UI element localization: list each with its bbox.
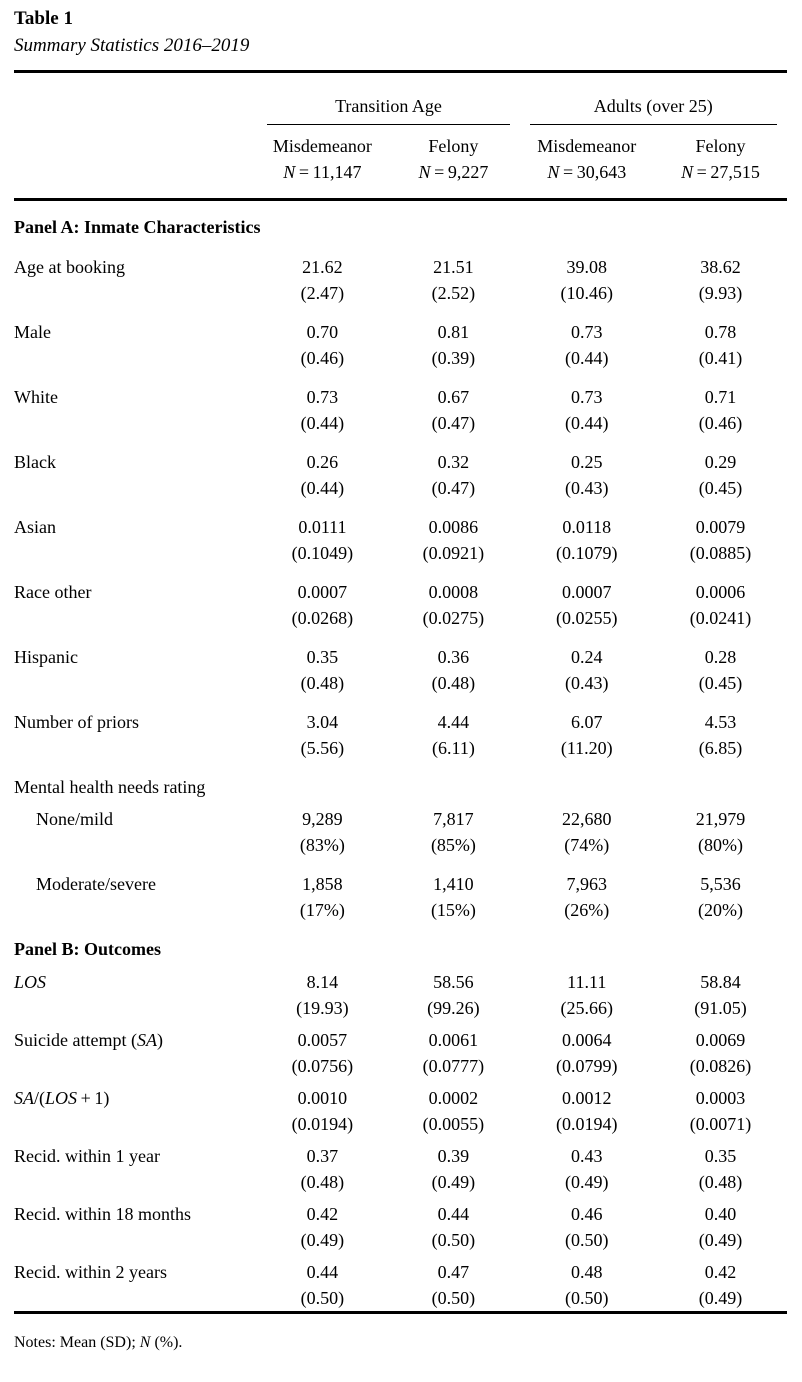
column-header-felony-adult: Felony N = 27,515 bbox=[681, 136, 760, 182]
sd-value: (0.0055) bbox=[422, 1114, 485, 1134]
table-row-sd bbox=[14, 670, 787, 696]
mean-value: 0.0057 bbox=[297, 1030, 348, 1050]
sd-value: (2.47) bbox=[300, 283, 345, 303]
percent-value: (85%) bbox=[430, 835, 476, 855]
table-row-sd bbox=[14, 1053, 787, 1079]
mean-value: 0.70 bbox=[306, 322, 339, 342]
mean-value: 4.53 bbox=[704, 712, 737, 732]
mean-value: 0.0003 bbox=[695, 1088, 746, 1108]
row-label: Recid. within 1 year bbox=[14, 1146, 160, 1166]
table-row-sd bbox=[14, 1169, 787, 1195]
mean-value: 0.0061 bbox=[428, 1030, 479, 1050]
table-row bbox=[14, 436, 787, 475]
sd-value: (0.50) bbox=[431, 1288, 476, 1308]
panel-a-header bbox=[14, 201, 787, 241]
count-value: 1,858 bbox=[302, 874, 343, 894]
sd-value: (0.49) bbox=[300, 1230, 345, 1250]
mean-value: 0.44 bbox=[437, 1204, 470, 1224]
sd-value: (2.52) bbox=[431, 283, 476, 303]
sd-value: (0.1049) bbox=[291, 543, 354, 563]
mean-value: 0.42 bbox=[704, 1262, 737, 1282]
sd-value: (0.48) bbox=[300, 1172, 345, 1192]
table-row bbox=[14, 1253, 787, 1285]
sd-value: (0.0241) bbox=[689, 608, 752, 628]
table-row-sd bbox=[14, 1285, 787, 1311]
row-label: Hispanic bbox=[14, 647, 78, 667]
column-header-misdemeanor-ta: Misdemeanor N = 11,147 bbox=[272, 136, 372, 182]
count-value: 1,410 bbox=[433, 874, 474, 894]
sd-value: (9.93) bbox=[698, 283, 743, 303]
mean-value: 4.44 bbox=[437, 712, 470, 732]
sd-value: (0.49) bbox=[698, 1230, 743, 1250]
percent-value: (83%) bbox=[299, 835, 345, 855]
sd-value: (0.47) bbox=[431, 478, 476, 498]
sd-value: (6.85) bbox=[698, 738, 743, 758]
table-row bbox=[14, 963, 787, 995]
sd-value: (0.39) bbox=[431, 348, 476, 368]
mean-value: 0.47 bbox=[437, 1262, 470, 1282]
sd-value: (0.50) bbox=[431, 1230, 476, 1250]
table-notes: Notes: Mean (SD); N (%). bbox=[14, 1334, 183, 1351]
sd-value: (0.0756) bbox=[291, 1056, 354, 1076]
count-value: 21,979 bbox=[695, 809, 746, 829]
sd-value: (0.0268) bbox=[291, 608, 354, 628]
sd-value: (0.0799) bbox=[556, 1056, 618, 1076]
mean-value: 0.0111 bbox=[298, 517, 347, 537]
empty-cell bbox=[14, 73, 257, 125]
sd-value: (0.0275) bbox=[422, 608, 485, 628]
mean-value: 0.0007 bbox=[562, 582, 612, 602]
sd-value: (0.44) bbox=[300, 413, 345, 433]
mean-value: 0.0010 bbox=[297, 1088, 348, 1108]
row-label: Mental health needs rating bbox=[14, 777, 206, 797]
sd-value: (0.48) bbox=[698, 1172, 743, 1192]
sd-value: (0.50) bbox=[565, 1288, 609, 1308]
mean-value: 38.62 bbox=[700, 257, 741, 277]
table-row bbox=[14, 1195, 787, 1227]
sd-value: (0.46) bbox=[698, 413, 743, 433]
mean-value: 0.44 bbox=[306, 1262, 339, 1282]
mean-value: 0.78 bbox=[704, 322, 737, 342]
mean-value: 0.67 bbox=[437, 387, 470, 407]
table-row-sd bbox=[14, 995, 787, 1021]
sd-value: (0.48) bbox=[300, 673, 345, 693]
mean-value: 21.51 bbox=[433, 257, 474, 277]
mean-value: 0.0006 bbox=[695, 582, 746, 602]
sd-value: (0.0194) bbox=[291, 1114, 354, 1134]
table-row bbox=[14, 371, 787, 410]
row-label: White bbox=[14, 387, 58, 407]
sd-value: (5.56) bbox=[300, 738, 345, 758]
row-label: Race other bbox=[14, 582, 92, 602]
table-row bbox=[14, 306, 787, 345]
mean-value: 0.39 bbox=[437, 1146, 470, 1166]
summary-table-body bbox=[14, 201, 787, 1311]
table-row bbox=[14, 1021, 787, 1053]
sd-value: (0.1079) bbox=[556, 543, 618, 563]
sd-value: (0.0194) bbox=[556, 1114, 618, 1134]
empty-cell bbox=[14, 125, 257, 198]
percent-value: (26%) bbox=[564, 900, 610, 920]
count-value: 5,536 bbox=[700, 874, 741, 894]
mean-value: 0.48 bbox=[571, 1262, 603, 1282]
sd-value: (0.41) bbox=[698, 348, 743, 368]
column-header-misdemeanor-adult: Misdemeanor N = 30,643 bbox=[537, 136, 637, 182]
table-row-sd bbox=[14, 605, 787, 631]
mean-value: 0.24 bbox=[571, 647, 603, 667]
table-row bbox=[14, 241, 787, 280]
sd-value: (0.47) bbox=[431, 413, 476, 433]
column-header-felony-ta: Felony N = 9,227 bbox=[418, 136, 489, 182]
mean-value: 0.40 bbox=[704, 1204, 737, 1224]
mean-value: 58.56 bbox=[433, 972, 474, 992]
table-row-category bbox=[14, 761, 787, 800]
mean-value: 0.0086 bbox=[428, 517, 479, 537]
row-label: LOS bbox=[14, 972, 47, 992]
row-label: Suicide attempt (SA) bbox=[14, 1030, 163, 1050]
mean-value: 0.0002 bbox=[428, 1088, 479, 1108]
percent-value: (74%) bbox=[564, 835, 610, 855]
mean-value: 0.0118 bbox=[562, 517, 612, 537]
mean-value: 0.73 bbox=[571, 322, 603, 342]
group-label-underline: Transition Age bbox=[267, 73, 509, 125]
table-row-sd bbox=[14, 475, 787, 501]
mean-value: 0.0064 bbox=[562, 1030, 612, 1050]
table-row bbox=[14, 566, 787, 605]
mean-value: 6.07 bbox=[571, 712, 603, 732]
sd-value: (10.46) bbox=[560, 283, 614, 303]
column-header-row bbox=[14, 125, 787, 198]
sd-value: (0.50) bbox=[565, 1230, 609, 1250]
mean-value: 0.28 bbox=[704, 647, 737, 667]
sd-value: (19.93) bbox=[296, 998, 349, 1018]
mean-value: 11.11 bbox=[567, 972, 607, 992]
mean-value: 21.62 bbox=[302, 257, 343, 277]
table-number: Table 1 bbox=[14, 8, 73, 29]
table-row bbox=[14, 631, 787, 670]
table-row-sd bbox=[14, 832, 787, 858]
mean-value: 0.0012 bbox=[562, 1088, 612, 1108]
sd-value: (0.0826) bbox=[689, 1056, 752, 1076]
table-row-sd bbox=[14, 897, 787, 923]
sd-value: (0.49) bbox=[698, 1288, 743, 1308]
mean-value: 0.26 bbox=[306, 452, 339, 472]
panel-b bbox=[14, 923, 787, 1311]
row-label: Black bbox=[14, 452, 56, 472]
panel-title: Panel A: Inmate Characteristics bbox=[14, 217, 261, 237]
mean-value: 0.46 bbox=[571, 1204, 603, 1224]
mean-value: 8.14 bbox=[306, 972, 339, 992]
table-row-sd bbox=[14, 280, 787, 306]
sd-value: (91.05) bbox=[694, 998, 747, 1018]
summary-table-header bbox=[14, 73, 787, 198]
row-label: SA/(LOS + 1) bbox=[14, 1088, 110, 1108]
table-row bbox=[14, 501, 787, 540]
mean-value: 0.0007 bbox=[297, 582, 348, 602]
panel-b-header bbox=[14, 923, 787, 963]
sd-value: (0.45) bbox=[698, 673, 743, 693]
table-subtitle: Summary Statistics 2016–2019 bbox=[14, 35, 250, 56]
count-value: 22,680 bbox=[562, 809, 612, 829]
mean-value: 0.73 bbox=[306, 387, 339, 407]
sd-value: (0.44) bbox=[565, 413, 609, 433]
sd-value: (0.44) bbox=[300, 478, 345, 498]
row-label: Male bbox=[14, 322, 51, 342]
mean-value: 0.73 bbox=[571, 387, 603, 407]
column-group-adults bbox=[520, 73, 787, 125]
mean-value: 0.0008 bbox=[428, 582, 479, 602]
sd-value: (0.46) bbox=[300, 348, 345, 368]
row-label: Asian bbox=[14, 517, 56, 537]
mean-value: 0.81 bbox=[437, 322, 470, 342]
sd-value: (6.11) bbox=[432, 738, 475, 758]
sd-value: (0.49) bbox=[565, 1172, 609, 1192]
mean-value: 0.42 bbox=[306, 1204, 339, 1224]
mean-value: 0.0069 bbox=[695, 1030, 746, 1050]
sd-value: (0.43) bbox=[565, 673, 609, 693]
mean-value: 0.29 bbox=[704, 452, 737, 472]
table-row-sd bbox=[14, 735, 787, 761]
table-row bbox=[14, 1079, 787, 1111]
sd-value: (0.44) bbox=[565, 348, 609, 368]
mean-value: 0.37 bbox=[306, 1146, 339, 1166]
sd-value: (0.0921) bbox=[422, 543, 485, 563]
mean-value: 0.43 bbox=[571, 1146, 603, 1166]
sd-value: (0.0777) bbox=[422, 1056, 485, 1076]
percent-value: (17%) bbox=[299, 900, 345, 920]
sd-value: (11.20) bbox=[560, 738, 613, 758]
row-label: Recid. within 18 months bbox=[14, 1204, 191, 1224]
table-row-sd bbox=[14, 345, 787, 371]
sd-value: (0.0071) bbox=[689, 1114, 752, 1134]
sd-value: (0.45) bbox=[698, 478, 743, 498]
count-value: 7,963 bbox=[566, 874, 608, 894]
sd-value: (99.26) bbox=[427, 998, 480, 1018]
table-row bbox=[14, 696, 787, 735]
mean-value: 0.71 bbox=[704, 387, 737, 407]
table-row-sd bbox=[14, 1227, 787, 1253]
table-row-sd bbox=[14, 410, 787, 436]
table-row bbox=[14, 858, 787, 897]
mean-value: 0.32 bbox=[437, 452, 470, 472]
mean-value: 0.0079 bbox=[695, 517, 746, 537]
panel-title: Panel B: Outcomes bbox=[14, 939, 161, 959]
sd-value: (0.0885) bbox=[689, 543, 752, 563]
sd-value: (0.48) bbox=[431, 673, 476, 693]
mean-value: 0.25 bbox=[571, 452, 603, 472]
count-value: 7,817 bbox=[433, 809, 474, 829]
row-label: Moderate/severe bbox=[36, 874, 156, 894]
mean-value: 0.35 bbox=[306, 647, 339, 667]
count-value: 9,289 bbox=[302, 809, 343, 829]
mean-value: 0.35 bbox=[704, 1146, 737, 1166]
row-label: Age at booking bbox=[14, 257, 125, 277]
sd-value: (0.49) bbox=[431, 1172, 476, 1192]
sd-value: (0.43) bbox=[565, 478, 609, 498]
row-label: Recid. within 2 years bbox=[14, 1262, 167, 1282]
mean-value: 39.08 bbox=[566, 257, 608, 277]
column-group-transition-age bbox=[257, 73, 519, 125]
sd-value: (25.66) bbox=[560, 998, 614, 1018]
percent-value: (80%) bbox=[698, 835, 743, 855]
panel-a bbox=[14, 201, 787, 923]
row-label: Number of priors bbox=[14, 712, 139, 732]
mean-value: 0.36 bbox=[437, 647, 470, 667]
mean-value: 3.04 bbox=[306, 712, 339, 732]
sd-value: (0.0255) bbox=[556, 608, 618, 628]
row-label: None/mild bbox=[36, 809, 113, 829]
mean-value: 58.84 bbox=[700, 972, 741, 992]
table-row bbox=[14, 800, 787, 832]
column-group-row bbox=[14, 73, 787, 125]
group-label-underline: Adults (over 25) bbox=[530, 73, 777, 125]
table-row bbox=[14, 1137, 787, 1169]
sd-value: (0.50) bbox=[300, 1288, 345, 1308]
table-row-sd bbox=[14, 1111, 787, 1137]
percent-value: (15%) bbox=[430, 900, 476, 920]
table-row-sd bbox=[14, 540, 787, 566]
percent-value: (20%) bbox=[698, 900, 743, 920]
